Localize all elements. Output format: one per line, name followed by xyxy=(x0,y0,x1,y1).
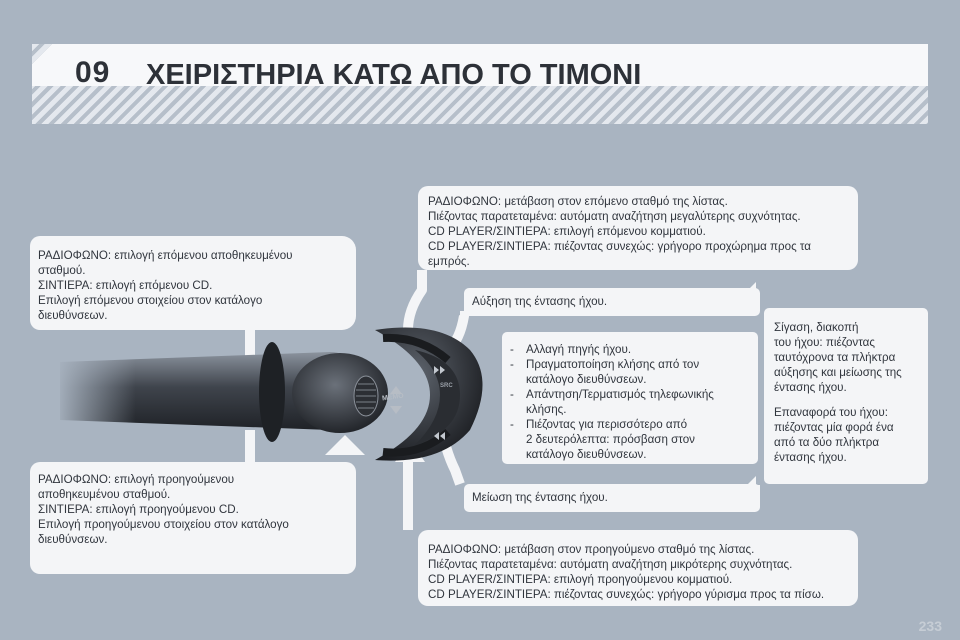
callout-seek-previous: ΡΑΔΙΟΦΩΝΟ: μετάβαση στον προηγούμενο σταθμό της λίστας. Πιέζοντας παρατεταμένα: αυτόματη αναζήτηση μικρότερης συχνότητας. CD PLAYER/ΣΙΝΤΙΕΡΑ: επιλογή προηγούμενου κομματιού. CD PLAYER/ΣΙΝΤΙΕΡΑ: πιέζοντας συνεχώς: γρήγορο γύρισμα προς τα πίσω. xyxy=(418,530,858,606)
list-item: - Πιέζοντας για περισσότερο από 2 δευτερόλεπτα: πρόσβαση στον κατάλογο διευθύνσεων. xyxy=(510,418,695,461)
src-label: SRC xyxy=(440,383,453,389)
list-item: - Πραγματοποίηση κλήσης από τον κατάλογο διευθύνσεων. xyxy=(510,358,700,386)
callout-next-preset: ΡΑΔΙΟΦΩΝΟ: επιλογή επόμενου αποθηκευμένου σταθμού. ΣΙΝΤΙΕΡΑ: επιλογή επόμενου CD. Επιλογή επόμενου στοιχείου στον κατάλογο διευθύνσεων. xyxy=(30,236,356,330)
page-number: 233 xyxy=(918,618,942,634)
memo-label: MEMO xyxy=(381,392,405,403)
list-item: - Αλλαγή πηγής ήχου. xyxy=(510,343,632,356)
list-item: - Απάντηση/Τερματισμός τηλεφωνικής κλήσης. xyxy=(510,388,714,416)
callout-seek-next: ΡΑΔΙΟΦΩΝΟ: μετάβαση στον επόμενο σταθμό της λίστας. Πιέζοντας παρατεταμένα: αυτόματη αναζήτηση μεγαλύτερης συχνότητας. CD PLAYER/ΣΙΝΤΙΕΡΑ: επιλογή επόμενου κομματιού. CD PLAYER/ΣΙΝΤΙΕΡΑ: πιέζοντας συνεχώς: γρήγορο προχώρημα προς τα εμπρός. xyxy=(418,186,858,270)
page-title: ΧΕΙΡΙΣΤΗΡΙΑ ΚΑΤΩ ΑΠΟ ΤΟ ΤΙΜΟΝΙ xyxy=(146,59,642,91)
divider xyxy=(774,395,918,405)
callout-source-button xyxy=(502,332,758,464)
chapter-number: 09 xyxy=(75,56,111,89)
callout-volume-up: Αύξηση της έντασης ήχου. xyxy=(464,288,760,316)
callout-mute: Σίγαση, διακοπή του ήχου: πιέζοντας ταυτόχρονα τα πλήκτρα αύξησης και μείωσης της έντασης ήχου. Επαναφορά του ήχου: πιέζοντας μία φορά ένα από τα δύο πλήκτρα έντασης ήχου. xyxy=(764,308,928,484)
callout-previous-preset: ΡΑΔΙΟΦΩΝΟ: επιλογή προηγούμενου αποθηκευμένου σταθμού. ΣΙΝΤΙΕΡΑ: επιλογή προηγούμενου CD. Επιλογή προηγούμενου στοιχείου στον κατάλογο διευθύνσεων. xyxy=(30,462,356,574)
callout-volume-down: Μείωση της έντασης ήχου. xyxy=(464,484,760,512)
